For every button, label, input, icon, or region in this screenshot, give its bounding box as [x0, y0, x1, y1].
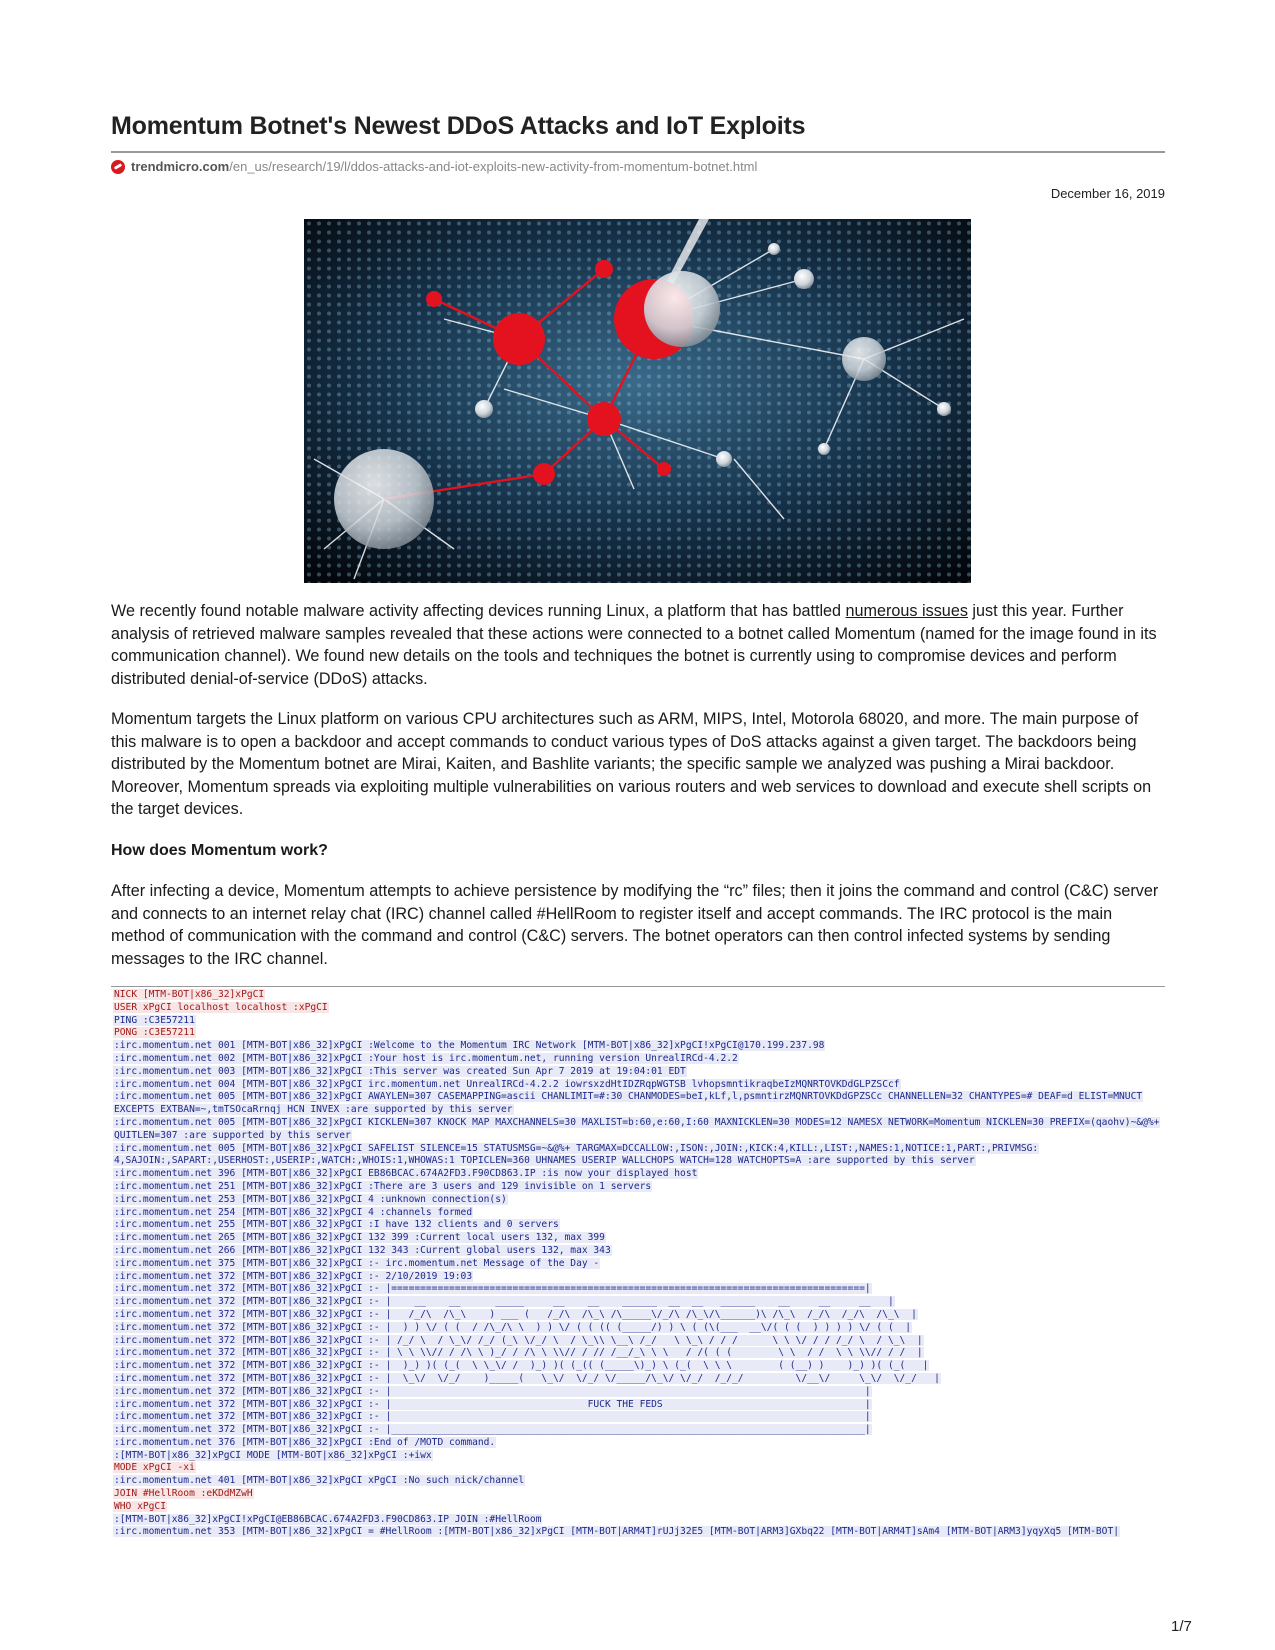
server-log-line: :irc.momentum.net 372 [MTM-BOT|x86_32]xPgCI :- | )_) )( (_( \ \_\/ / )_) )( (_(( (_____\)_) \ (_( \ \ \ ( (__) ) )_) )( (_( |: [114, 1360, 929, 1372]
title-divider: [111, 151, 1165, 153]
server-log-line: :irc.momentum.net 396 [MTM-BOT|x86_32]xPgCI EB86BCAC.674A2FD3.F90CD863.IP :is now your displayed host: [114, 1168, 698, 1180]
how-it-works-paragraph: After infecting a device, Momentum attempts to achieve persistence by modifying the “rc” files; then it joins the command and control (C&C) server and connects to an internet relay chat (IRC) channel called #HellRoom to register itself and accept commands. The IRC protocol is the main method of communication with the command and control (C&C) servers. The botnet operators can then control infected systems by sending messages to the IRC channel.: [111, 882, 1159, 968]
server-log-line: :irc.momentum.net 372 [MTM-BOT|x86_32]xPgCI :- | |: [114, 1385, 871, 1397]
client-log-line: USER xPgCI localhost localhost :xPgCI: [114, 1001, 328, 1013]
irc-log-screenshot: [113, 989, 1165, 1539]
trendmicro-logo-icon: [111, 160, 125, 174]
numerous-issues-link[interactable]: numerous issues: [845, 602, 968, 620]
server-log-line: :irc.momentum.net 372 [MTM-BOT|x86_32]xPgCI :- 2/10/2019 19:03: [114, 1270, 473, 1282]
server-log-line: :irc.momentum.net 251 [MTM-BOT|x86_32]xPgCI :There are 3 users and 129 invisible on 1 servers: [114, 1180, 652, 1192]
source-domain: trendmicro.com: [131, 159, 230, 174]
client-log-line: JOIN #HellRoom :eKDdMZwH: [114, 1488, 253, 1500]
client-log-line: PONG :C3E57211: [114, 1027, 195, 1039]
log-divider: [111, 986, 1165, 987]
server-log-line: :irc.momentum.net 005 [MTM-BOT|x86_32]xPgCI SAFELIST SILENCE=15 STATUSMSG=~&@%+ TARGMAX=DCCALLOW:,ISON:,JOIN:,KICK:4,KILL:,LIST:,NAMES:1,NOTICE:1,PART:,PRIVMSG:: [114, 1142, 1039, 1154]
server-log-line: :irc.momentum.net 266 [MTM-BOT|x86_32]xPgCI 132 343 :Current global users 132, max 343: [114, 1244, 611, 1256]
server-log-line: QUITLEN=307 :are supported by this server: [114, 1129, 351, 1141]
server-log-line: :irc.momentum.net 001 [MTM-BOT|x86_32]xPgCI :Welcome to the Momentum IRC Network [MTM-BOT|x86_32]xPgCI!xPgCI@170.199.237.98: [114, 1040, 825, 1052]
server-log-line: :irc.momentum.net 376 [MTM-BOT|x86_32]xPgCI :End of /MOTD command.: [114, 1436, 496, 1448]
server-log-line: :irc.momentum.net 372 [MTM-BOT|x86_32]xPgCI :- | ) ) \/ ( ( / /\_/\ \ ) ) \/ ( ( (( (_____/) ) \ ( (\(___ __\/( ( ( ) ) ) ) \/ ( ( |: [114, 1321, 912, 1333]
server-log-line: :irc.momentum.net 372 [MTM-BOT|x86_32]xPgCI :- | \_\/ \/_/ )_____( \_\/ \/_/ \/_____/\_\/ \/_/ /_/_/ \/__\/ \_\/ \/_/ |: [114, 1372, 940, 1384]
server-log-line: :irc.momentum.net 265 [MTM-BOT|x86_32]xPgCI 132 399 :Current local users 132, max 399: [114, 1232, 605, 1244]
server-log-line: :irc.momentum.net 375 [MTM-BOT|x86_32]xPgCI :- irc.momentum.net Message of the Day -: [114, 1257, 600, 1269]
source-line[interactable]: [111, 159, 757, 174]
server-log-line: :irc.momentum.net 255 [MTM-BOT|x86_32]xPgCI :I have 132 clients and 0 servers: [114, 1219, 559, 1231]
server-log-line: :irc.momentum.net 372 [MTM-BOT|x86_32]xPgCI :- | FUCK THE FEDS |: [114, 1398, 871, 1410]
publish-date: December 16, 2019: [1050, 186, 1165, 201]
network-illustration: [304, 219, 971, 583]
server-log-line: :irc.momentum.net 353 [MTM-BOT|x86_32]xPgCI = #HellRoom :[MTM-BOT|x86_32]xPgCI [MTM-BOT|ARM4T]rUJj32E5 [MTM-BOT|ARM3]GXbq22 [MTM-BOT|ARM4T]sAm4 [MTM-BOT|ARM3]yqyXq5 [MTM-BOT|: [114, 1526, 1120, 1538]
intro-paragraph: We recently found notable malware activity affecting devices running Linux, a platform that has battled numerous issues just this year. Further analysis of retrieved malware samples revealed that these actions were connected to a botnet called Momentum (named for the image found in its communication channel). We found new details on the tools and techniques the botnet is currently using to compromise devices and perform distributed denial-of-service (DDoS) attacks.: [111, 602, 1157, 688]
article-title: Momentum Botnet's Newest DDoS Attacks and IoT Exploits: [111, 112, 806, 140]
server-log-line: :irc.momentum.net 401 [MTM-BOT|x86_32]xPgCI xPgCI :No such nick/channel: [114, 1475, 525, 1487]
server-log-line: :irc.momentum.net 253 [MTM-BOT|x86_32]xPgCI 4 :unknown connection(s): [114, 1193, 507, 1205]
client-log-line: MODE xPgCI -xi: [114, 1462, 195, 1474]
server-log-line: :[MTM-BOT|x86_32]xPgCI!xPgCI@EB86BCAC.674A2FD3.F90CD863.IP JOIN :#HellRoom: [114, 1513, 542, 1525]
server-log-line: :irc.momentum.net 372 [MTM-BOT|x86_32]xPgCI :- | /_/ \ / \_\/ /_/ (_\ \/_/ \ / \_\\ \__\ /_/ \ \_\ / / / \ \ \/ / / /_/ \ / \_\ |: [114, 1334, 923, 1346]
server-log-line: :irc.momentum.net 372 [MTM-BOT|x86_32]xPgCI :- |==================================================================================|: [114, 1283, 871, 1295]
server-log-line: EXCEPTS EXTBAN=~,tmTSOcaRrnqj HCN INVEX :are supported by this server: [114, 1104, 513, 1116]
server-log-line: :irc.momentum.net 254 [MTM-BOT|x86_32]xPgCI 4 :channels formed: [114, 1206, 473, 1218]
server-log-line: :irc.momentum.net 372 [MTM-BOT|x86_32]xPgCI :- | |: [114, 1411, 871, 1423]
server-log-line: 4,SAJOIN:,SAPART:,USERHOST:,USERIP:,WATCH:,WHOIS:1,WHOWAS:1 TOPICLEN=360 UHNAMES USERIP WALLCHOPS WATCH=128 WATCHOPTS=A :are supported by this server: [114, 1155, 975, 1167]
server-log-line: :irc.momentum.net 372 [MTM-BOT|x86_32]xPgCI :- | /_/\ /\_\ ) ___ ( /_/\ /\_\ /\_____\/_/\ /\_\/\______)\ /\_\ /_/\ /_/\ /\_\ |: [114, 1308, 917, 1320]
server-log-line: :irc.momentum.net 372 [MTM-BOT|x86_32]xPgCI :- | __ __ _____ __ __ ______ __ __ ______ __ __ __ |: [114, 1296, 894, 1308]
client-log-line: WHO xPgCI: [114, 1500, 166, 1512]
hero-image: [304, 219, 971, 583]
section-heading: How does Momentum work?: [111, 842, 328, 859]
server-log-line: :irc.momentum.net 372 [MTM-BOT|x86_32]xPgCI :- |__________________________________________________________________________________|: [114, 1424, 871, 1436]
targets-paragraph: Momentum targets the Linux platform on various CPU architectures such as ARM, MIPS, Intel, Motorola 68020, and more. The main purpose of this malware is to open a backdoor and accept commands to conduct various types of DoS attacks against a given target. The backdoors being distributed by the Momentum botnet are Mirai, Kaiten, and Bashlite variants; the specific sample we analyzed was pushing a Mirai backdoor. Moreover, Momentum spreads via exploiting multiple vulnerabilities on various routers and web services to download and execute shell scripts on the target devices.: [111, 710, 1152, 818]
server-log-line: :irc.momentum.net 002 [MTM-BOT|x86_32]xPgCI :Your host is irc.momentum.net, running version UnrealIRCd-4.2.2: [114, 1052, 738, 1064]
source-path: /en_us/research/19/l/ddos-attacks-and-iot-exploits-new-activity-from-momentum-botnet.html: [229, 159, 758, 174]
server-log-line: :irc.momentum.net 003 [MTM-BOT|x86_32]xPgCI :This server was created Sun Apr 7 2019 at 19:04:01 EDT: [114, 1065, 686, 1077]
page-number: 1/7: [1171, 1618, 1192, 1635]
server-log-line: :irc.momentum.net 005 [MTM-BOT|x86_32]xPgCI AWAYLEN=307 CASEMAPPING=ascii CHANLIMIT=#:30 CHANMODES=beI,kLf,l,psmntirzMQNRTOVKDdGPZSCc CHANNELLEN=32 CHANTYPES=# DEAF=d ELIST=MNUCT: [114, 1091, 1143, 1103]
server-log-line: :[MTM-BOT|x86_32]xPgCI MODE [MTM-BOT|x86_32]xPgCI :+iwx: [114, 1449, 432, 1461]
client-log-line: NICK [MTM-BOT|x86_32]xPgCI: [114, 989, 265, 1000]
server-log-line: PING :C3E57211: [114, 1014, 195, 1026]
server-log-line: :irc.momentum.net 372 [MTM-BOT|x86_32]xPgCI :- | \ \ \\// / /\ \ )_/ / /\ \ \\// / // /__/_\ \ \ / /( ( ( \ \ / / \ \ \\// / / |: [114, 1347, 923, 1359]
server-log-line: :irc.momentum.net 005 [MTM-BOT|x86_32]xPgCI KICKLEN=307 KNOCK MAP MAXCHANNELS=30 MAXLIST=b:60,e:60,I:60 MAXNICKLEN=30 MODES=12 NAMESX NETWORK=Momentum NICKLEN=30 PREFIX=(qaohv)~&@%+: [114, 1116, 1160, 1128]
server-log-line: :irc.momentum.net 004 [MTM-BOT|x86_32]xPgCI irc.momentum.net UnrealIRCd-4.2.2 iowrsxzdHtIDZRqpWGTSB lvhopsmntikraqbeIzMQNRTOVKDdGLPZSCcf: [114, 1078, 900, 1090]
